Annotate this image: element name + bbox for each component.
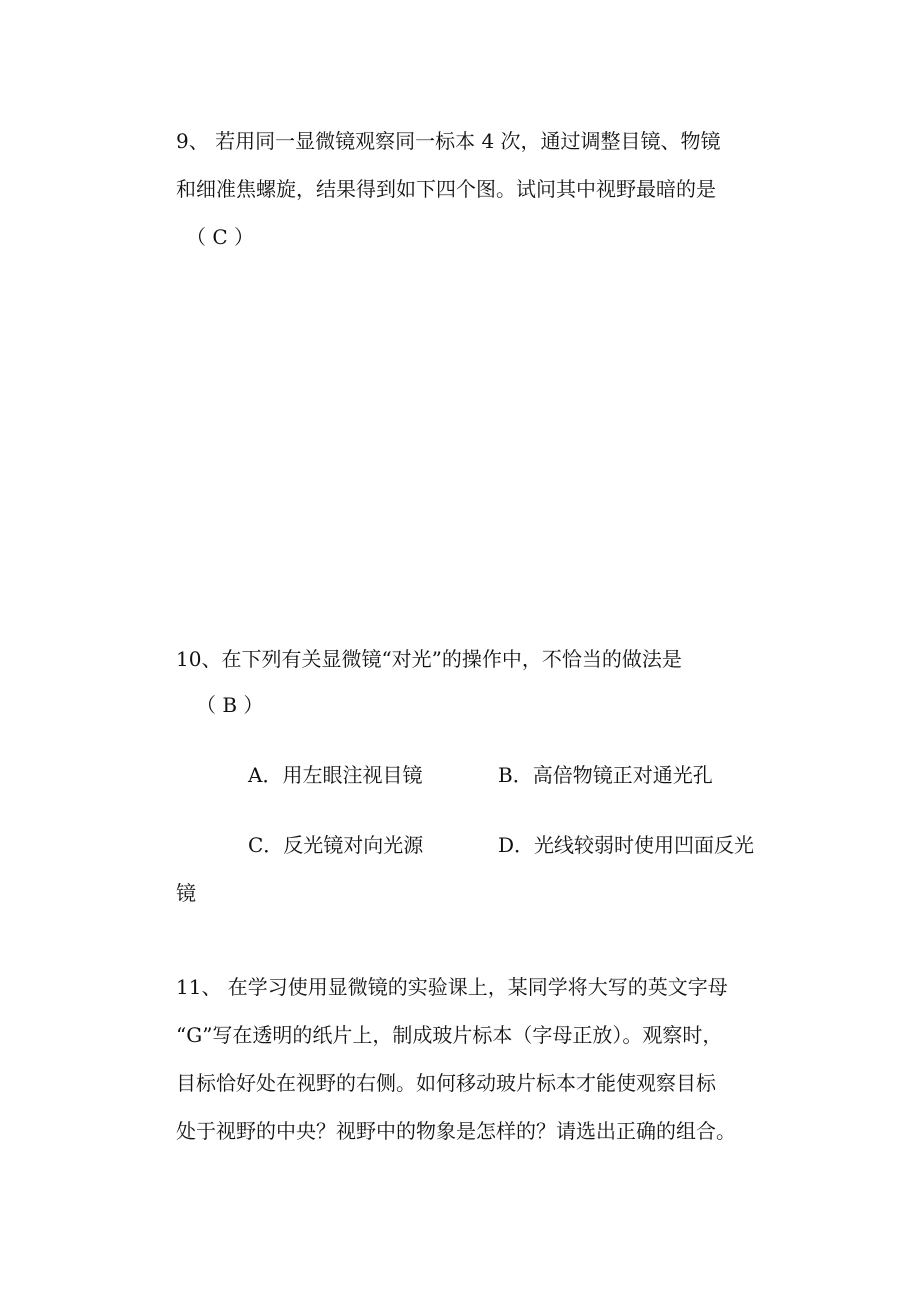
q10-option-d: D．光线较弱时使用凹面反光 (498, 833, 754, 857)
q11-line-4: 处于视野的中央？视野中的物象是怎样的？请选出正确的组合。 (176, 1119, 736, 1143)
q10-wrap: 镜 (176, 881, 196, 905)
q11-line-2: “G”写在透明的纸片上，制成玻片标本（字母正放）。观察时， (176, 1023, 723, 1047)
q10-line-1: 10、在下列有关显微镜“对光”的操作中，不恰当的做法是 (176, 647, 682, 671)
q10-option-b: B．高倍物镜正对通光孔 (498, 763, 713, 787)
q10-option-c: C．反光镜对向光源 (248, 833, 424, 857)
q9-answer: （ C ） (186, 225, 255, 249)
q9-line-1: 9、 若用同一显微镜观察同一标本 4 次，通过调整目镜、物镜 (176, 129, 721, 153)
q9-line-2: 和细准焦螺旋，结果得到如下四个图。试问其中视野最暗的是 (176, 177, 716, 201)
q10-answer: （ B ） (196, 693, 264, 717)
q11-line-3: 目标恰好处在视野的右侧。如何移动玻片标本才能使观察目标 (176, 1071, 716, 1095)
q11-line-1: 11、 在学习使用显微镜的实验课上，某同学将大写的英文字母 (176, 975, 728, 999)
q10-option-a: A．用左眼注视目镜 (248, 763, 423, 787)
